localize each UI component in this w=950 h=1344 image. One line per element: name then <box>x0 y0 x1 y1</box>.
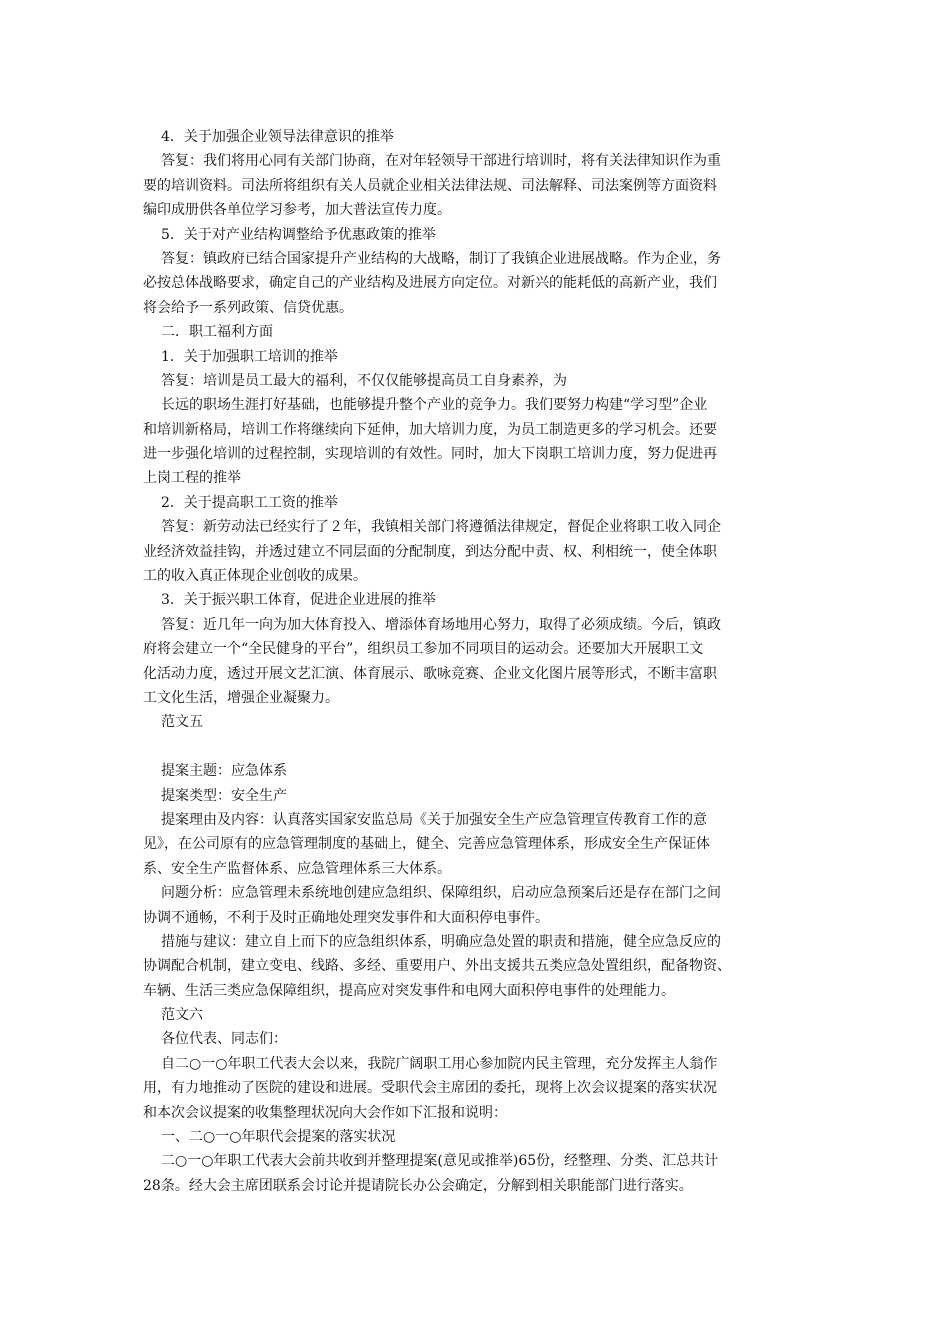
text-line: 3．关于振兴职工体育，促进企业进展的推举 <box>161 592 436 609</box>
text-line: 用，有力地推动了医院的建设和进展。受职代会主席团的委托，现将上次会议提案的落实状况 <box>143 1080 717 1097</box>
text-line: 要的培训资料。司法所将组织有关人员就企业相关法律法规、司法解释、司法案例等方面资料 <box>143 177 717 194</box>
blank-line <box>143 735 815 759</box>
text-line: 和本次会议提案的收集整理状况向大会作如下汇报和说明： <box>143 1104 507 1121</box>
text-line: 问题分析：应急管理未系统地创建应急组织、保障组织，启动应急预案后还是存在部门之间 <box>161 885 721 902</box>
text-line: 上岗工程的推举 <box>143 470 241 487</box>
text-line: 2．关于提高职工工资的推举 <box>161 494 338 511</box>
text-line: 范文六 <box>161 1007 203 1024</box>
text-line: 编印成册供各单位学习参考，加大普法宣传力度。 <box>143 202 451 219</box>
text-line: 28条。经大会主席团联系会讨论并提请院长办公会确定，分解到相关职能部门进行落实。 <box>143 1177 693 1194</box>
text-line: 见》，在公司原有的应急管理制度的基础上，健全、完善应急管理体系，形成安全生产保证体 <box>143 836 710 853</box>
text-line: 工文化生活，增强企业凝聚力。 <box>143 689 339 706</box>
text-line: 和培训新格局，培训工作将继续向下延伸，加大培训力度，为员工制造更多的学习机会。还要 <box>143 421 717 438</box>
text-line: 4．关于加强企业领导法律意识的推举 <box>161 129 394 145</box>
text-line: 提案主题：应急体系 <box>161 763 287 780</box>
text-line: 必按总体战略要求，确定自己的产业结构及进展方向定位。对新兴的能耗低的高新产业，我们 <box>143 275 717 292</box>
text-line: 答复：我们将用心同有关部门协商，在对年轻领导干部进行培训时，将有关法律知识作为重 <box>161 153 721 170</box>
text-line: 答复：新劳动法已经实行了２年，我镇相关部门将遵循法律规定，督促企业将职工收入同企 <box>161 519 721 536</box>
text-line: 工的收入真正体现企业创收的成果。 <box>143 568 367 585</box>
text-line: 系、安全生产监督体系、应急管理体系三大体系。 <box>143 860 451 877</box>
text-line: 协调配合机制，建立变电、线路、多经、重要用户、外出支援共五类应急处置组织，配备物资、 <box>143 958 731 975</box>
text-line: 自二○一○年职工代表大会以来，我院广阔职工用心参加院内民主管理，充分发挥主人翁作 <box>161 1055 718 1072</box>
text-line: 业经济效益挂钩，并透过建立不同层面的分配制度，到达分配中责、权、利相统一，使全体职 <box>143 543 717 560</box>
text-line: 1．关于加强职工培训的推举 <box>161 348 338 365</box>
text-line: 二○一○年职工代表大会前共收到并整理提案(意见或推举)65份，经整理、分类、汇总共计 <box>161 1153 719 1170</box>
text-line: 化活动力度，透过开展文艺汇演、体育展示、歌咏竞赛、企业文化图片展等形式，不断丰富职 <box>143 665 717 682</box>
document-page <box>143 125 815 1198</box>
text-line: 各位代表、同志们： <box>161 1031 287 1048</box>
text-line: 5．关于对产业结构调整给予优惠政策的推举 <box>161 226 436 243</box>
text-line: 府将会建立一个“全民健身的平台”，组织员工参加不同项目的运动会。还要加大开展职工文 <box>143 641 704 658</box>
text-line: 提案类型：安全生产 <box>161 787 287 804</box>
text-line: 长远的职场生涯打好基础，也能够提升整个产业的竞争力。我们要努力构建“学习型”企业 <box>161 397 708 414</box>
text-line: 协调不通畅，不利于及时正确地处理突发事件和大面积停电事件。 <box>143 909 549 926</box>
text-line: 二．职工福利方面 <box>161 324 273 341</box>
text-line: 提案理由及内容：认真落实国家安监总局《关于加强安全生产应急管理宣传教育工作的意 <box>161 811 707 828</box>
text-line: 车辆、生活三类应急保障组织，提高应对突发事件和电网大面积停电事件的处理能力。 <box>143 982 675 999</box>
text-line: 答复：近几年一向为加大体育投入、增添体育场地用心努力，取得了必须成绩。今后，镇政 <box>161 616 721 633</box>
text-line: 一、二○一○年职代会提案的落实状况 <box>161 1129 396 1146</box>
text-line: 将会给予一系列政策、信贷优惠。 <box>143 299 353 316</box>
text-line: 答复：培训是员工最大的福利，不仅仅能够提高员工自身素养，为 <box>161 372 567 389</box>
text-line: 答复：镇政府已结合国家提升产业结构的大战略，制订了我镇企业进展战略。作为企业，务 <box>161 250 721 267</box>
text-line: 范文五 <box>161 714 203 731</box>
text-line: 进一步强化培训的过程控制，实现培训的有效性。同时，加大下岗职工培训力度，努力促进再 <box>143 446 717 463</box>
text-line: 措施与建议：建立自上而下的应急组织体系，明确应急处置的职责和措施，健全应急反应的 <box>161 933 721 950</box>
